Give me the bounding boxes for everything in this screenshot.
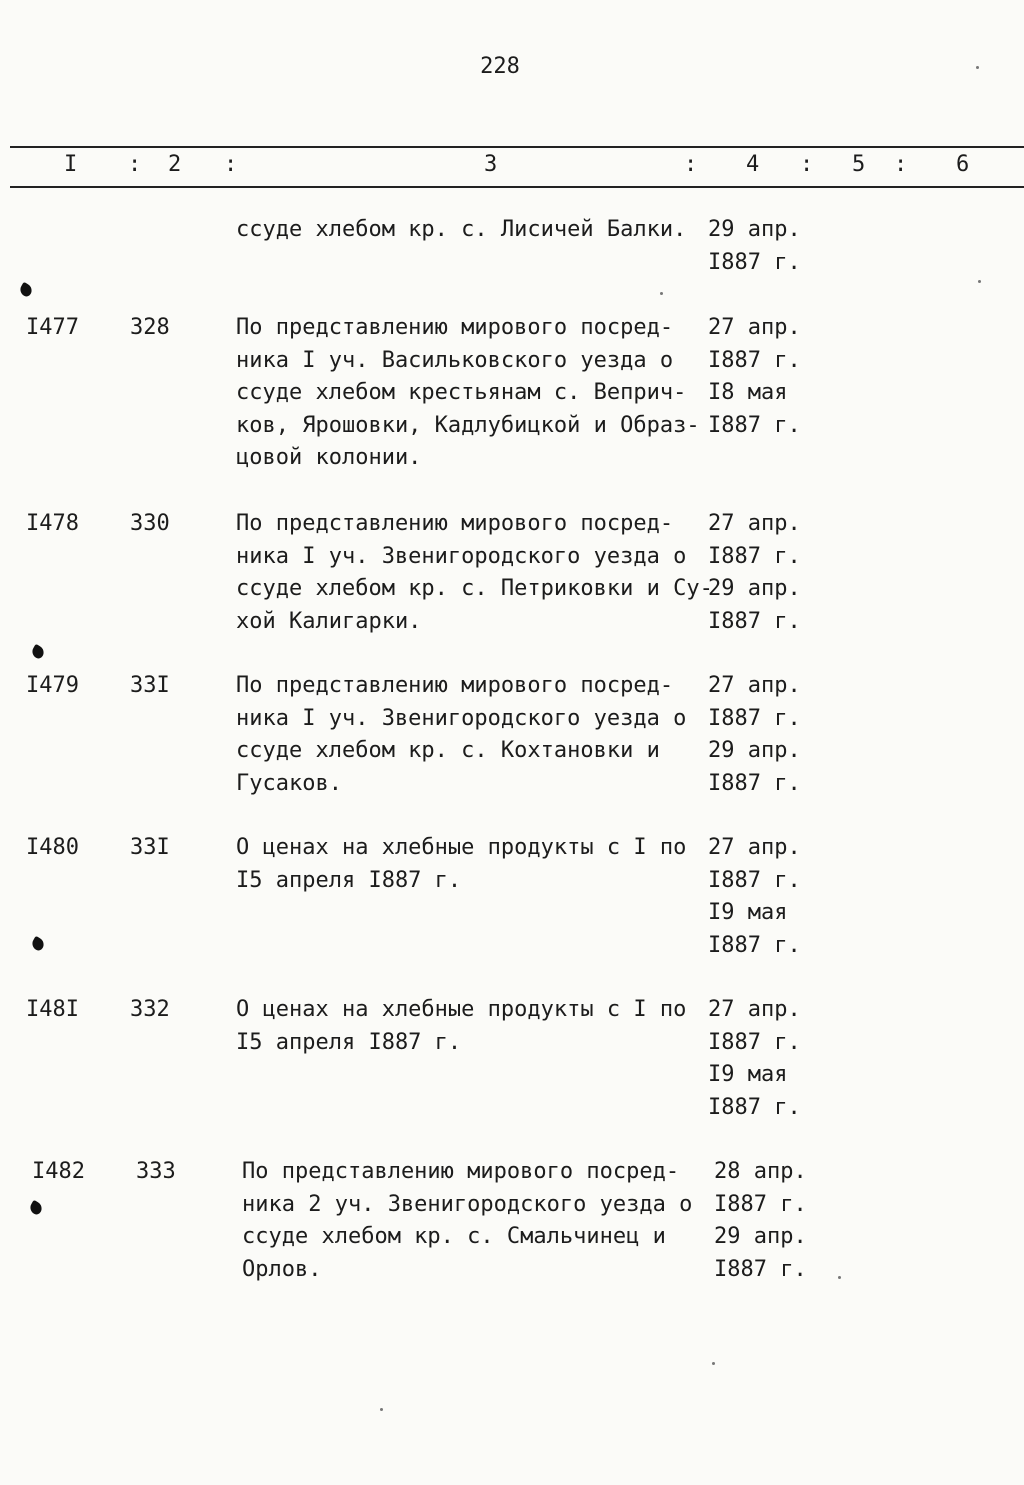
date-line: I887 г. bbox=[708, 770, 801, 796]
speck bbox=[976, 66, 979, 69]
description-line: Орлов. bbox=[242, 1256, 322, 1282]
description-line: О ценах на хлебные продукты с I по bbox=[236, 835, 687, 860]
description-line: ника I уч. Звенигородского уезда о bbox=[236, 705, 687, 731]
header-col-2: 2 bbox=[168, 152, 182, 177]
description-line: ссуде хлебом кр. с. Смальчинец и bbox=[242, 1224, 666, 1249]
entry-number: I482 bbox=[32, 1159, 85, 1184]
description-line: цовой колонии. bbox=[236, 445, 422, 470]
date-line: I887 г. bbox=[708, 347, 801, 373]
entry-sheet: 328 bbox=[130, 315, 170, 340]
date-line: I887 г. bbox=[714, 1256, 807, 1282]
date-line: I887 г. bbox=[708, 932, 801, 958]
description-line: I5 апреля I887 г. bbox=[236, 1029, 462, 1055]
header-sep-5: : bbox=[894, 152, 908, 177]
header-bottom-rule bbox=[10, 186, 1024, 188]
speck bbox=[660, 292, 663, 295]
table-header bbox=[0, 148, 1024, 184]
date-line: 29 апр. bbox=[708, 576, 801, 601]
date-line: I887 г. bbox=[708, 705, 801, 731]
entry-description bbox=[236, 312, 700, 475]
date-line: I887 г. bbox=[708, 412, 801, 438]
header-col-6: 6 bbox=[956, 152, 970, 177]
date-line: 28 апр. bbox=[714, 1159, 807, 1184]
entry-description bbox=[236, 508, 713, 638]
header-col-4: 4 bbox=[746, 152, 760, 177]
description-line: Гусаков. bbox=[236, 770, 342, 796]
date-line: I9 мая bbox=[708, 1062, 788, 1087]
date-line: 29 апр. bbox=[708, 217, 801, 242]
date-line: I8 мая bbox=[708, 380, 788, 405]
date-line: I887 г. bbox=[708, 1029, 801, 1055]
entry-number: I479 bbox=[26, 673, 79, 698]
header-col-3: 3 bbox=[484, 152, 498, 177]
description-line: I5 апреля I887 г. bbox=[236, 867, 462, 893]
description-line: По представлению мирового посред- bbox=[236, 511, 674, 536]
hole-punch-mark bbox=[30, 936, 46, 952]
entry-dates bbox=[708, 670, 801, 800]
entry-sheet: 33I bbox=[130, 835, 170, 860]
date-line: I887 г. bbox=[708, 249, 801, 275]
description-line: По представлению мирового посред- bbox=[242, 1159, 680, 1184]
date-line: I887 г. bbox=[708, 1094, 801, 1120]
entry-sheet: 330 bbox=[130, 511, 170, 536]
date-line: 27 апр. bbox=[708, 315, 801, 340]
description-line: ссуде хлебом кр. с. Кохтановки и bbox=[236, 738, 660, 763]
header-col-1: I bbox=[64, 152, 78, 177]
header-sep-1: : bbox=[128, 152, 142, 177]
entry-sheet: 33I bbox=[130, 673, 170, 698]
speck bbox=[978, 280, 981, 283]
header-sep-3: : bbox=[684, 152, 698, 177]
header-sep-2: : bbox=[224, 152, 238, 177]
speck bbox=[838, 1276, 841, 1279]
date-line: 27 апр. bbox=[708, 673, 801, 698]
description-line: ника 2 уч. Звенигородского уезда о bbox=[242, 1191, 693, 1217]
date-line: I887 г. bbox=[714, 1191, 807, 1217]
entry-dates bbox=[708, 508, 801, 638]
description-line: ков, Ярошовки, Кадлубицкой и Образ- bbox=[236, 412, 700, 438]
entry-dates bbox=[708, 312, 801, 442]
description-line: ссуде хлебом кр. с. Петриковки и Су- bbox=[236, 576, 713, 601]
date-line: 27 апр. bbox=[708, 835, 801, 860]
date-line: 29 апр. bbox=[708, 738, 801, 763]
entry-number: I48I bbox=[26, 997, 79, 1022]
date-line: 29 апр. bbox=[714, 1224, 807, 1249]
entry-sheet: 332 bbox=[130, 997, 170, 1022]
page-number: 228 bbox=[480, 54, 520, 79]
date-line: I887 г. bbox=[708, 867, 801, 893]
header-col-5: 5 bbox=[852, 152, 866, 177]
entry-number: I478 bbox=[26, 511, 79, 536]
description-line: ника I уч. Звенигородского уезда о bbox=[236, 543, 687, 569]
date-line: I9 мая bbox=[708, 900, 788, 925]
description-line: По представлению мирового посред- bbox=[236, 315, 674, 340]
description-line: По представлению мирового посред- bbox=[236, 673, 674, 698]
date-line: 27 апр. bbox=[708, 511, 801, 536]
speck bbox=[380, 1408, 383, 1411]
entry-description bbox=[236, 994, 686, 1059]
date-line: 27 апр. bbox=[708, 997, 801, 1022]
entry-description bbox=[242, 1156, 692, 1286]
entry-sheet: 333 bbox=[136, 1159, 176, 1184]
entry-number: I480 bbox=[26, 835, 79, 860]
description-line: О ценах на хлебные продукты с I по bbox=[236, 997, 687, 1022]
hole-punch-mark bbox=[28, 1200, 44, 1216]
date-line: I887 г. bbox=[708, 608, 801, 634]
entry-dates bbox=[708, 832, 801, 962]
description-line: хой Калигарки. bbox=[236, 608, 422, 634]
description-line: ника I уч. Васильковского уезда о bbox=[236, 347, 674, 373]
entry-dates bbox=[714, 1156, 807, 1286]
entry-number: I477 bbox=[26, 315, 79, 340]
hole-punch-mark bbox=[18, 282, 34, 298]
header-sep-4: : bbox=[800, 152, 814, 177]
hole-punch-mark bbox=[30, 644, 46, 660]
date-line: I887 г. bbox=[708, 543, 801, 569]
speck bbox=[712, 1362, 715, 1365]
description-line: ссуде хлебом кр. с. Лисичей Балки. bbox=[236, 217, 687, 242]
entry-dates bbox=[708, 994, 801, 1124]
entry-description bbox=[236, 832, 686, 897]
entry-description bbox=[236, 214, 686, 247]
description-line: ссуде хлебом крестьянам с. Веприч- bbox=[236, 380, 687, 405]
entry-dates bbox=[708, 214, 801, 279]
entry-description bbox=[236, 670, 686, 800]
